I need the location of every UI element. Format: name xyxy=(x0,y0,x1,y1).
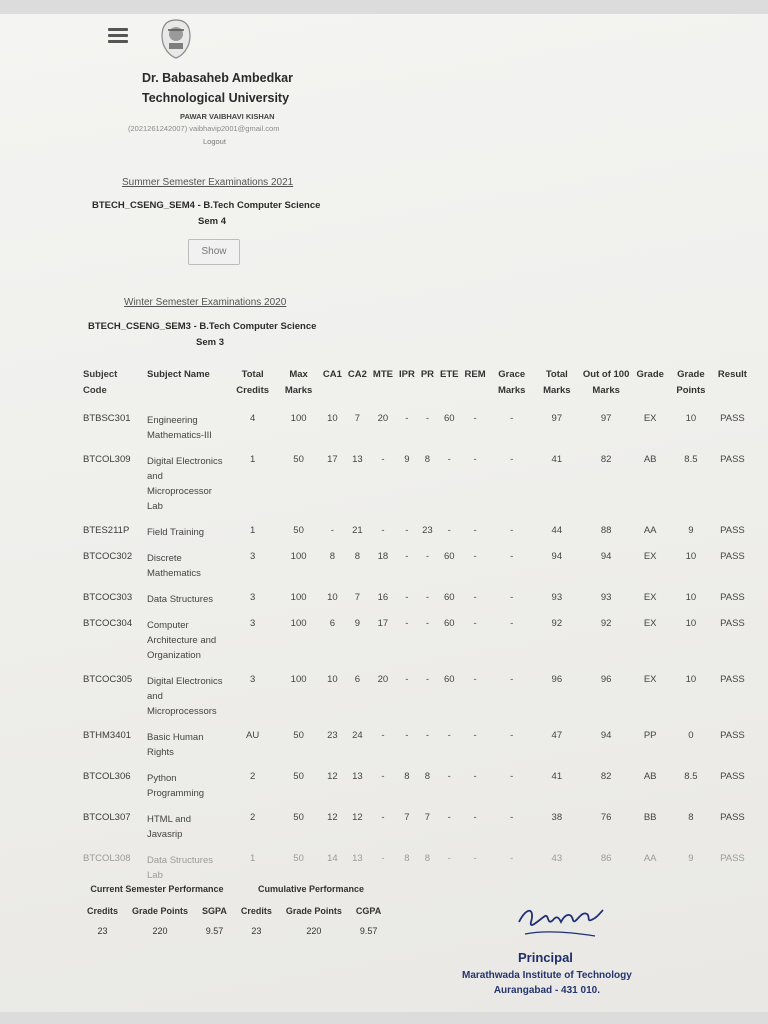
table-cell: 100 xyxy=(290,618,307,629)
column-header: Subject Name xyxy=(147,369,210,380)
perf-value: 220 xyxy=(306,926,322,936)
column-header: PR xyxy=(420,369,435,380)
table-cell: - xyxy=(447,525,451,536)
table-cell: 93 xyxy=(600,592,612,603)
table-cell: 9 xyxy=(354,618,361,629)
table-cell: 1 xyxy=(250,853,256,864)
table-cell: 3 xyxy=(250,618,256,629)
table-row xyxy=(80,521,750,547)
table-cell: Data Structures Lab xyxy=(147,855,213,881)
table-cell: 50 xyxy=(293,454,304,465)
table-cell: 60 xyxy=(443,413,455,424)
table-cell: 50 xyxy=(293,812,304,823)
table-cell: 100 xyxy=(290,551,307,562)
table-cell: 8 xyxy=(424,454,431,465)
table-cell: 7 xyxy=(404,812,410,823)
table-row xyxy=(80,614,750,670)
table-cell: 1 xyxy=(250,525,256,536)
principal-label: Principal xyxy=(518,950,573,965)
table-row xyxy=(80,450,750,521)
table-cell: - xyxy=(330,525,334,536)
perf-label: Grade Points xyxy=(132,906,189,916)
summer-exam-heading[interactable]: Summer Semester Examinations 2021 xyxy=(122,177,294,188)
table-cell: 24 xyxy=(352,730,363,741)
table-cell: EX xyxy=(643,413,657,424)
table-cell: 13 xyxy=(352,771,363,782)
table-cell: 10 xyxy=(685,413,697,424)
table-cell: 10 xyxy=(685,592,697,603)
table-cell: Basic Human Rights xyxy=(147,732,204,758)
perf-label: Grade Points xyxy=(285,906,342,916)
table-cell: 82 xyxy=(600,454,612,465)
table-cell: - xyxy=(473,551,477,562)
table-cell: 100 xyxy=(290,592,307,603)
table-cell: 47 xyxy=(551,730,563,741)
table-cell: - xyxy=(473,771,477,782)
table-cell: PASS xyxy=(720,413,745,424)
table-row xyxy=(80,547,750,588)
table-cell: 10 xyxy=(327,413,338,424)
table-cell: 43 xyxy=(551,853,563,864)
table-cell: - xyxy=(473,454,477,465)
table-row xyxy=(80,726,750,767)
table-cell: 21 xyxy=(352,525,363,536)
table-cell: 100 xyxy=(290,674,307,685)
table-cell: PASS xyxy=(720,525,745,536)
table-cell: 12 xyxy=(327,812,338,823)
table-cell: 86 xyxy=(600,853,612,864)
university-logo xyxy=(160,18,192,60)
table-cell: - xyxy=(473,853,477,864)
table-cell: 93 xyxy=(551,592,563,603)
table-row xyxy=(80,409,750,450)
table-cell: PASS xyxy=(720,853,745,864)
table-cell: 10 xyxy=(327,674,338,685)
table-cell: 8 xyxy=(404,771,410,782)
table-cell: - xyxy=(447,454,451,465)
table-cell: - xyxy=(473,592,477,603)
table-cell: BTCOC303 xyxy=(83,592,133,603)
table-cell: 16 xyxy=(377,592,389,603)
table-cell: - xyxy=(510,812,514,823)
show-button[interactable]: Show xyxy=(188,239,240,265)
table-cell: EX xyxy=(643,592,657,603)
table-cell: - xyxy=(425,413,429,424)
table-cell: Computer Architecture and Organization xyxy=(147,620,217,661)
table-cell: 10 xyxy=(327,592,338,603)
table-cell: PASS xyxy=(720,592,745,603)
table-cell: 76 xyxy=(600,812,612,823)
table-cell: 94 xyxy=(600,551,612,562)
table-cell: 9 xyxy=(688,853,694,864)
table-cell: 41 xyxy=(551,454,563,465)
table-cell: 88 xyxy=(600,525,612,536)
table-cell: BTHM3401 xyxy=(83,730,132,741)
table-cell: 23 xyxy=(327,730,338,741)
table-cell: BB xyxy=(643,812,657,823)
table-cell: AB xyxy=(643,771,657,782)
table-cell: PASS xyxy=(720,730,745,741)
column-header: ETE xyxy=(440,369,459,380)
table-row xyxy=(80,588,750,614)
column-header: MTE xyxy=(372,369,393,380)
table-cell: - xyxy=(405,413,409,424)
table-cell: Field Training xyxy=(147,527,205,538)
perf-label: Credits xyxy=(240,906,272,916)
table-cell: 50 xyxy=(293,730,304,741)
table-cell: HTML and Javasrip xyxy=(147,814,191,840)
table-cell: 6 xyxy=(329,618,336,629)
table-cell: 60 xyxy=(443,674,455,685)
perf-label: SGPA xyxy=(202,906,227,916)
column-header: Result xyxy=(717,369,747,380)
table-cell: Digital Electronics and Microprocessors xyxy=(147,676,223,717)
table-cell: 8 xyxy=(404,853,410,864)
table-cell: 8.5 xyxy=(684,454,698,465)
table-cell: 17 xyxy=(377,618,389,629)
table-cell: 3 xyxy=(250,674,256,685)
table-cell: - xyxy=(473,413,477,424)
table-cell: 20 xyxy=(377,413,389,424)
perf-label: CGPA xyxy=(355,906,382,916)
table-cell: 8 xyxy=(329,551,336,562)
table-cell: 50 xyxy=(293,525,304,536)
student-name: PAWAR VAIBHAVI KISHAN xyxy=(180,112,275,121)
perf-value: 23 xyxy=(251,926,262,936)
table-cell: 8 xyxy=(424,853,431,864)
table-cell: 1 xyxy=(250,454,256,465)
institute-stamp xyxy=(462,968,632,998)
table-cell: Digital Electronics and Microprocessor Lab xyxy=(147,456,223,512)
perf-value: 9.57 xyxy=(205,926,224,936)
table-cell: AA xyxy=(643,853,657,864)
table-cell: - xyxy=(425,618,429,629)
table-cell: 9 xyxy=(404,454,410,465)
performance-table xyxy=(80,878,388,940)
table-cell: 60 xyxy=(443,618,455,629)
table-cell: - xyxy=(405,618,409,629)
perf-value: 220 xyxy=(152,926,168,936)
table-cell: - xyxy=(447,853,451,864)
table-cell: - xyxy=(405,551,409,562)
column-header: IPR xyxy=(398,369,415,380)
table-cell: - xyxy=(381,853,385,864)
table-cell: 12 xyxy=(352,812,363,823)
table-cell: 7 xyxy=(424,812,431,823)
table-cell: Data Structures xyxy=(147,594,213,605)
table-cell: 94 xyxy=(600,730,612,741)
table-cell: - xyxy=(447,730,451,741)
cumulative-heading: Cumulative Performance xyxy=(258,884,365,894)
table-cell: 2 xyxy=(250,812,256,823)
column-header: Total Marks xyxy=(543,369,571,396)
table-cell: 41 xyxy=(551,771,563,782)
table-cell: AA xyxy=(643,525,657,536)
table-cell: 13 xyxy=(352,454,363,465)
summer-sem: Sem 4 xyxy=(198,216,226,227)
table-cell: 97 xyxy=(600,413,612,424)
table-cell: 10 xyxy=(685,618,697,629)
university-name xyxy=(142,68,293,108)
column-header: Total Credits xyxy=(236,369,270,396)
principal-signature xyxy=(515,900,605,940)
column-header: Max Marks xyxy=(284,369,313,396)
table-cell: - xyxy=(381,812,385,823)
student-id-email: (2021261242007) vaibhavip2001@gmail.com xyxy=(128,124,280,133)
table-cell: 44 xyxy=(551,525,563,536)
table-cell: 97 xyxy=(551,413,563,424)
table-cell: - xyxy=(473,525,477,536)
winter-exam-heading[interactable]: Winter Semester Examinations 2020 xyxy=(124,297,287,308)
table-cell: BTCOL307 xyxy=(83,812,131,823)
table-cell: PASS xyxy=(720,674,745,685)
table-cell: - xyxy=(425,592,429,603)
table-cell: AB xyxy=(643,454,657,465)
table-cell: 18 xyxy=(377,551,389,562)
table-cell: Discrete Mathematics xyxy=(147,553,201,579)
table-cell: 8 xyxy=(424,771,431,782)
table-cell: PASS xyxy=(720,618,745,629)
column-header: CA1 xyxy=(322,369,342,380)
table-cell: EX xyxy=(643,674,657,685)
table-cell: - xyxy=(473,812,477,823)
table-cell: - xyxy=(510,853,514,864)
table-cell: 6 xyxy=(354,674,361,685)
table-cell: PASS xyxy=(720,771,745,782)
results-table xyxy=(80,364,750,890)
column-header: Subject Code xyxy=(83,369,118,396)
table-cell: BTCOL308 xyxy=(83,853,131,864)
table-cell: - xyxy=(405,674,409,685)
table-cell: BTCOL306 xyxy=(83,771,131,782)
perf-value: 23 xyxy=(97,926,108,936)
table-cell: PASS xyxy=(720,812,745,823)
table-row xyxy=(80,767,750,808)
column-header: CA2 xyxy=(347,369,367,380)
table-cell: 7 xyxy=(354,592,361,603)
table-cell: 8.5 xyxy=(684,771,698,782)
perf-label: Credits xyxy=(87,906,119,916)
table-cell: 10 xyxy=(685,674,697,685)
column-header: REM xyxy=(464,369,486,380)
table-cell: 60 xyxy=(443,592,455,603)
table-cell: 17 xyxy=(327,454,338,465)
table-cell: PASS xyxy=(720,454,745,465)
result-sheet xyxy=(0,14,768,1012)
table-cell: BTCOC302 xyxy=(83,551,133,562)
table-cell: - xyxy=(510,551,514,562)
institute-city: Aurangabad - 431 010. xyxy=(493,985,600,996)
winter-sem: Sem 3 xyxy=(196,337,224,348)
table-cell: 12 xyxy=(327,771,338,782)
table-cell: 9 xyxy=(688,525,694,536)
table-cell: - xyxy=(425,730,429,741)
hamburger-menu-icon[interactable] xyxy=(108,28,128,44)
table-cell: - xyxy=(510,413,514,424)
table-cell: 3 xyxy=(250,592,256,603)
table-cell: - xyxy=(425,551,429,562)
table-cell: 38 xyxy=(551,812,563,823)
table-cell: BTBSC301 xyxy=(83,413,131,424)
table-cell: PP xyxy=(643,730,657,741)
logout-link[interactable]: Logout xyxy=(203,137,226,146)
table-body xyxy=(80,409,750,890)
table-cell: Python Programming xyxy=(147,773,205,799)
table-cell: 7 xyxy=(354,413,361,424)
table-row xyxy=(80,808,750,849)
current-semester-heading: Current Semester Performance xyxy=(90,884,224,894)
table-cell: 50 xyxy=(293,853,304,864)
table-cell: 96 xyxy=(600,674,612,685)
table-cell: PASS xyxy=(720,551,745,562)
table-cell: 100 xyxy=(290,413,307,424)
table-cell: - xyxy=(447,812,451,823)
table-cell: BTCOC304 xyxy=(83,618,133,629)
university-name-line1: Dr. Babasaheb Ambedkar xyxy=(142,71,293,85)
table-cell: Engineering Mathematics-III xyxy=(147,415,212,441)
table-cell: 8 xyxy=(688,812,694,823)
table-cell: - xyxy=(425,674,429,685)
column-header: Grade Points xyxy=(676,369,706,396)
table-cell: 0 xyxy=(688,730,694,741)
table-cell: 96 xyxy=(551,674,563,685)
table-cell: 82 xyxy=(600,771,612,782)
table-cell: 14 xyxy=(327,853,338,864)
table-cell: - xyxy=(381,454,385,465)
table-cell: - xyxy=(473,730,477,741)
table-cell: BTES211P xyxy=(83,525,130,536)
table-cell: - xyxy=(447,771,451,782)
table-cell: 94 xyxy=(551,551,563,562)
table-cell: - xyxy=(405,525,409,536)
table-cell: 60 xyxy=(443,551,455,562)
table-cell: 23 xyxy=(422,525,433,536)
table-cell: - xyxy=(473,674,477,685)
table-cell: - xyxy=(381,771,385,782)
table-row xyxy=(80,670,750,726)
table-cell: 8 xyxy=(354,551,361,562)
table-cell: 92 xyxy=(551,618,563,629)
column-header: Grace Marks xyxy=(497,369,526,396)
university-name-line2: Technological University xyxy=(142,91,290,105)
table-cell: 10 xyxy=(685,551,697,562)
table-cell: - xyxy=(510,592,514,603)
table-cell: 50 xyxy=(293,771,304,782)
summer-program: BTECH_CSENG_SEM4 - B.Tech Computer Science xyxy=(92,200,321,211)
column-header: Grade xyxy=(636,369,664,380)
institute-name: Marathwada Institute of Technology xyxy=(462,970,632,981)
table-cell: - xyxy=(510,454,514,465)
table-cell: - xyxy=(510,525,514,536)
table-cell: EX xyxy=(643,618,657,629)
table-cell: - xyxy=(510,674,514,685)
table-cell: 3 xyxy=(250,551,256,562)
table-cell: 92 xyxy=(600,618,612,629)
table-cell: - xyxy=(405,730,409,741)
table-cell: - xyxy=(381,525,385,536)
table-cell: 4 xyxy=(250,413,256,424)
table-cell: BTCOC305 xyxy=(83,674,133,685)
table-cell: 2 xyxy=(250,771,256,782)
table-cell: 20 xyxy=(377,674,389,685)
table-cell: 13 xyxy=(352,853,363,864)
table-cell: BTCOL309 xyxy=(83,454,131,465)
table-header-row xyxy=(80,364,750,409)
table-cell: - xyxy=(473,618,477,629)
table-cell: - xyxy=(405,592,409,603)
table-cell: EX xyxy=(643,551,657,562)
column-header: Out of 100 Marks xyxy=(582,369,630,396)
table-cell: - xyxy=(381,730,385,741)
winter-program: BTECH_CSENG_SEM3 - B.Tech Computer Science xyxy=(88,321,317,332)
table-cell: AU xyxy=(246,730,260,741)
table-cell: - xyxy=(510,618,514,629)
table-cell: - xyxy=(510,771,514,782)
table-cell: - xyxy=(510,730,514,741)
perf-value: 9.57 xyxy=(359,926,378,936)
